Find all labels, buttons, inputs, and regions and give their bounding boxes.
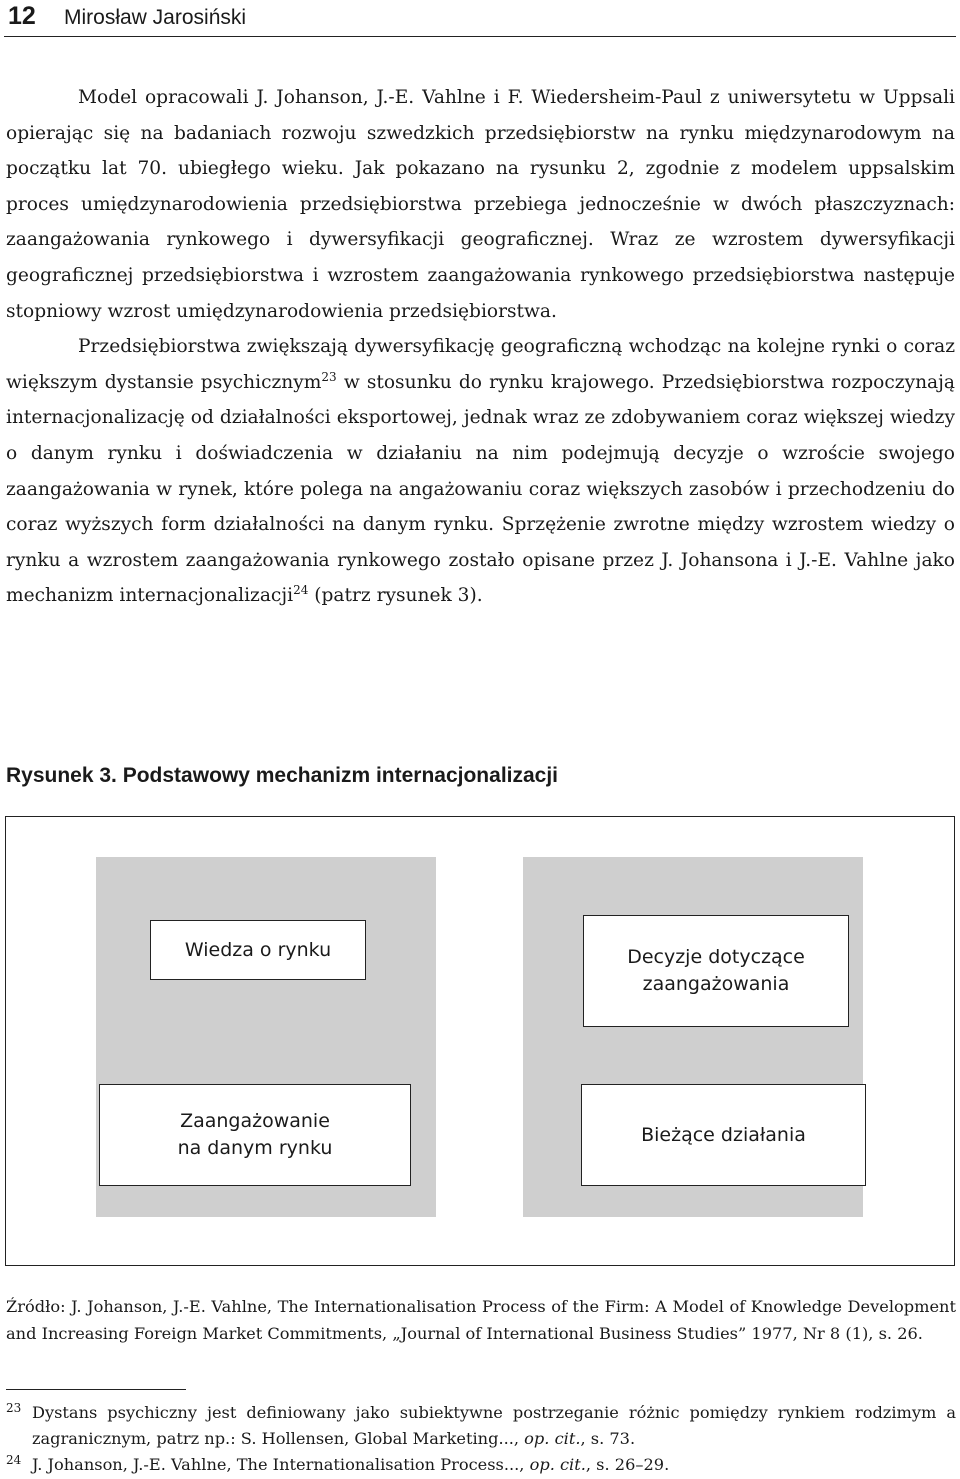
box-market-knowledge [150,920,366,980]
paragraph-2-part-2: w stosunku do rynku krajowego. Przedsiębiorstwa rozpoczynają internacjonalizację od działalności eksportowej, jednak wraz ze zdobywaniem coraz większej wiedzy o danym rynku i doświadczenia w działaniu na nim podejmują decyzje o wzroście swojego zaangażowania w rynek, które polega na angażowaniu coraz większych zasobów i przechodzeniu do coraz wyższych form działalności na danym rynku. Sprzężenie zwrotne między wzrostem wiedzy o rynku a wzrostem zaangażowania rynkowego zostało opisane przez J. Johansona i J.-E. Vahlne jako mechanizm internacjonalizacji [6,371,955,607]
footnote-ref-24[interactable]: 24 [293,583,309,598]
footnote-24-end: , s. 26–29. [585,1455,670,1474]
box-commitment-decisions [583,915,849,1027]
figure-diagram [5,816,955,1266]
paragraph-2 [6,329,955,614]
page-number: 12 [8,2,36,30]
footnote-ref-23[interactable]: 23 [321,369,337,384]
box-current-activities [581,1084,866,1186]
footnote-23 [6,1400,956,1452]
footnotes [6,1400,956,1478]
running-head-author: Mirosław Jarosiński [64,6,247,29]
footnote-24-text: J. Johanson, J.-E. Vahlne, The Internationalisation Process..., [32,1455,530,1474]
box-market-commitment-line2: na danym rynku [177,1137,333,1159]
paragraph-1: Model opracowali J. Johanson, J.-E. Vahlne i F. Wiedersheim-Paul z uniwersytetu w Uppsali opierając się na badaniach rozwoju szwedzkich przedsiębiorstw na rynku międzynarodowym na początku lat 70. ubiegłego wieku. Jak pokazano na rysunku 2, zgodnie z modelem uppsalskim proces umiędzynarodowienia przedsiębiorstwa przebiega jednocześnie w dwóch płaszczyznach: zaangażowania rynkowego i dywersyfikacji geograficznej. Wraz ze wzrostem dywersyfikacji geograficznej przedsiębiorstwa i wzrostem zaangażowania rynkowego przedsiębiorstwa następuje stopniowy wzrost umiędzynarodowienia przedsiębiorstwa. [6,87,955,322]
box-commitment-decisions-line1: Decyzje dotyczące [627,946,805,968]
paragraph-2-part-1: Przedsiębiorstwa zwiększają dywersyfikację geograficzną wchodząc na kolejne rynki o coraz większym dystansie psychicznym [6,336,955,393]
footnote-24 [6,1452,956,1478]
footnote-divider [6,1389,186,1390]
figure-title: Rysunek 3. Podstawowy mechanizm internacjonalizacji [6,764,559,787]
box-commitment-decisions-line2: zaangażowania [642,973,790,995]
footnote-23-number: 23 [6,1401,22,1415]
footnote-24-number: 24 [6,1453,22,1467]
page-header [4,2,956,37]
figure-source: Źródło: J. Johanson, J.-E. Vahlne, The Internationalisation Process of the Firm: A Model of Knowledge Development and Increasing Foreign Market Commitments, „Journal of International Business Studies” 1977, Nr 8 (1), s. 26. [6,1297,956,1343]
body-text [6,80,955,614]
box-current-activities-label: Bieżące działania [641,1123,806,1146]
box-market-knowledge-label: Wiedza o rynku [184,938,332,961]
box-market-commitment-line1: Zaangażowanie [180,1110,330,1132]
box-market-commitment [99,1084,411,1186]
footnote-24-opcit: op. cit. [529,1455,586,1474]
paragraph-2-part-3: (patrz rysunek 3). [308,585,483,607]
footnote-23-text: Dystans psychiczny jest definiowany jako subiektywne postrzeganie różnic pomiędzy rynkiem rodzimym a zagranicznym, patrz np.: S. Hollensen, Global Marketing..., [32,1403,956,1448]
footnote-23-end: , s. 73. [580,1429,636,1448]
footnote-23-opcit: op. cit. [524,1429,581,1448]
